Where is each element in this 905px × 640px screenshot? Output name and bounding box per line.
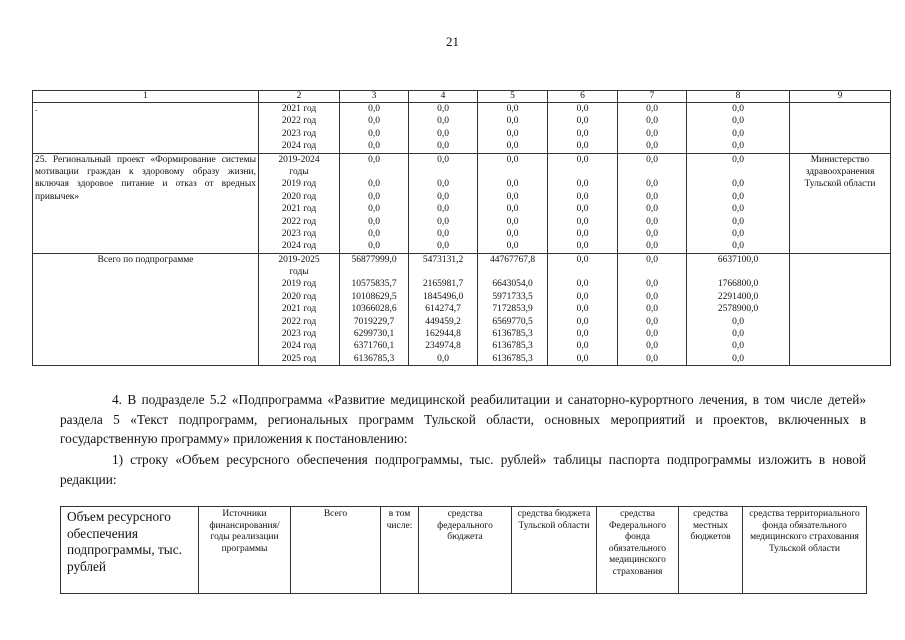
value-line: 0,0 — [576, 304, 589, 315]
value-line: 0,0 — [732, 241, 744, 252]
year-label: 2022 год — [281, 216, 317, 227]
value-cell — [478, 103, 548, 154]
value-line: 0,0 — [437, 204, 449, 215]
year-label: 2020 год — [281, 291, 317, 302]
value-line: 0,0 — [576, 154, 589, 165]
value-line: 0,0 — [368, 154, 380, 165]
year-label: 2025 год — [281, 353, 317, 364]
value-cell — [618, 153, 687, 253]
value-line — [620, 166, 684, 178]
row-name: 25. Региональный проект «Формирование системы мотивации граждан к здоровому образу жизни, включая здоровое питание и отказ от вредных привычек» — [33, 153, 259, 253]
year-label: 2022 год — [281, 116, 317, 127]
value-line: 0,0 — [368, 216, 380, 227]
table-row — [33, 103, 891, 154]
value-line — [480, 266, 545, 278]
year-label: 2023 год — [281, 329, 317, 340]
value-line: 0,0 — [576, 329, 589, 340]
year-label: 2023 год — [281, 128, 317, 139]
value-line: 0,0 — [437, 141, 449, 152]
value-line: 0,0 — [506, 104, 519, 114]
value-line: 0,0 — [368, 128, 380, 139]
value-line: 0,0 — [506, 216, 519, 227]
passport-cell: средства местных бюджетов — [679, 507, 743, 594]
value-line: 0,0 — [732, 341, 744, 352]
year-label: 2021 год — [281, 304, 317, 315]
year-label: 2022 год — [281, 316, 317, 327]
value-line: 0,0 — [732, 179, 744, 190]
value-line: 0,0 — [646, 116, 658, 127]
value-line: 0,0 — [646, 154, 658, 165]
years-cell — [259, 253, 340, 366]
header-cell: 4 — [409, 91, 478, 103]
passport-row-title: Объем ресурсного обеспечения подпрограммы, тыс. рублей — [61, 507, 199, 594]
value-line: 0,0 — [506, 154, 519, 165]
value-line: 0,0 — [646, 341, 658, 352]
value-line: 5971733,5 — [492, 291, 533, 302]
value-line: 0,0 — [437, 353, 449, 364]
year-label: 2024 год — [281, 341, 317, 352]
header-cell: 8 — [687, 91, 790, 103]
header-cell: 1 — [33, 91, 259, 103]
page-number: 21 — [446, 34, 459, 49]
value-cell — [478, 153, 548, 253]
value-line — [342, 166, 406, 178]
value-line: 0,0 — [732, 116, 744, 127]
year-label: 2023 год — [281, 228, 317, 239]
value-line: 0,0 — [732, 191, 744, 202]
value-line: 0,0 — [646, 254, 658, 265]
value-line: 0,0 — [732, 228, 744, 239]
passport-table — [60, 506, 867, 594]
value-line: 0,0 — [368, 191, 380, 202]
value-line: 0,0 — [576, 341, 589, 352]
value-line: 0,0 — [732, 316, 744, 327]
value-line: 0,0 — [437, 128, 449, 139]
value-line: 0,0 — [576, 316, 589, 327]
value-line: 0,0 — [732, 154, 744, 165]
value-cell — [409, 153, 478, 253]
year-label: 2020 год — [281, 191, 317, 202]
value-line: 0,0 — [576, 241, 589, 252]
year-label: 2019-2024 — [278, 154, 320, 165]
value-line: 6136785,3 — [353, 353, 395, 364]
value-line: 0,0 — [732, 104, 744, 114]
value-line: 0,0 — [576, 216, 589, 227]
passport-cell: средства бюджета Тульской области — [512, 507, 597, 594]
value-line: 0,0 — [368, 104, 380, 114]
value-line: 0,0 — [576, 141, 589, 152]
value-line: 0,0 — [437, 228, 449, 239]
value-line — [411, 266, 475, 278]
value-line: 7172853,9 — [492, 304, 533, 315]
year-label: 2021 год — [281, 104, 317, 114]
passport-cell: в том числе: — [381, 507, 419, 594]
value-line: 0,0 — [506, 204, 519, 215]
value-line: 44767767,8 — [489, 254, 536, 265]
value-line: 0,0 — [646, 128, 658, 139]
paragraph-instruction: 1) строку «Объем ресурсного обеспечения подпрограммы, тыс. рублей» таблицы паспорта подпрограммы изложить в новой редакции: — [60, 452, 866, 487]
year-label: 2021 год — [281, 204, 317, 215]
passport-cell: Всего — [291, 507, 381, 594]
header-cell: 6 — [548, 91, 618, 103]
year-label: 2019 год — [281, 179, 317, 190]
value-line: 0,0 — [368, 228, 380, 239]
value-line: 2578900,0 — [717, 304, 759, 315]
value-line: 0,0 — [646, 216, 658, 227]
value-line: 0,0 — [576, 191, 589, 202]
value-line: 0,0 — [576, 279, 589, 290]
value-line: 2291400,0 — [717, 291, 759, 302]
value-cell — [687, 253, 790, 366]
header-cell: 2 — [259, 91, 340, 103]
passport-cell: средства федерального бюджета — [419, 507, 512, 594]
value-line: 0,0 — [732, 216, 744, 227]
value-line: 0,0 — [646, 191, 658, 202]
value-cell — [340, 253, 409, 366]
executor-cell: Министерство здравоохранения Тульской области — [790, 153, 891, 253]
value-line: 0,0 — [506, 116, 519, 127]
passport-cell: Источники финансирования/ годы реализации программы — [199, 507, 291, 594]
value-line: 0,0 — [437, 154, 449, 165]
executor-cell — [790, 253, 891, 366]
value-line: 1845496,0 — [422, 291, 464, 302]
value-line — [550, 266, 615, 278]
value-line: 0,0 — [646, 204, 658, 215]
row-name: . — [33, 103, 259, 154]
header-cell: 3 — [340, 91, 409, 103]
value-line: 0,0 — [437, 104, 449, 114]
value-line: 0,0 — [646, 316, 658, 327]
value-line: 0,0 — [368, 141, 380, 152]
value-cell — [340, 103, 409, 154]
value-cell — [409, 253, 478, 366]
executor-cell — [790, 103, 891, 154]
value-line: 6136785,3 — [492, 329, 533, 340]
year-label: 2024 год — [281, 241, 317, 252]
row-name: Всего по подпрограмме — [33, 253, 259, 366]
value-line: 614274,7 — [425, 304, 461, 315]
value-line: 0,0 — [732, 141, 744, 152]
value-line — [480, 166, 545, 178]
value-line: 0,0 — [576, 254, 589, 265]
value-line: 0,0 — [506, 141, 519, 152]
value-line: 0,0 — [437, 216, 449, 227]
value-cell — [687, 153, 790, 253]
value-line: 0,0 — [506, 128, 519, 139]
value-cell — [687, 103, 790, 154]
year-label: годы — [289, 267, 309, 278]
value-line: 0,0 — [368, 179, 380, 190]
value-cell — [618, 103, 687, 154]
value-line: 0,0 — [576, 179, 589, 190]
value-line: 234974,8 — [425, 341, 461, 352]
value-line: 0,0 — [437, 241, 449, 252]
value-line: 0,0 — [646, 279, 658, 290]
value-line: 0,0 — [646, 104, 658, 114]
value-line: 0,0 — [576, 228, 589, 239]
value-line: 6569770,5 — [492, 316, 533, 327]
value-cell — [618, 253, 687, 366]
value-line: 2165981,7 — [422, 279, 464, 290]
value-line: 0,0 — [576, 116, 589, 127]
table-row — [33, 153, 891, 253]
header-cell: 5 — [478, 91, 548, 103]
value-line: 0,0 — [506, 241, 519, 252]
value-line: 0,0 — [646, 329, 658, 340]
value-line: 449459,2 — [425, 316, 461, 327]
value-line: 6643054,0 — [492, 279, 533, 290]
value-line: 0,0 — [506, 179, 519, 190]
value-line — [620, 266, 684, 278]
value-line: 0,0 — [368, 116, 380, 127]
value-line: 162944,8 — [425, 329, 461, 340]
value-line: 0,0 — [506, 228, 519, 239]
value-line: 6637100,0 — [717, 254, 759, 265]
header-cell: 9 — [790, 91, 891, 103]
table-header-row — [33, 91, 891, 103]
value-line: 0,0 — [646, 141, 658, 152]
passport-cell: средства Федерального фонда обязательного медицинского страхования — [597, 507, 679, 594]
header-cell: 7 — [618, 91, 687, 103]
value-line: 7019229,7 — [353, 316, 395, 327]
value-line: 0,0 — [506, 191, 519, 202]
value-line: 10575835,7 — [351, 279, 397, 290]
value-line — [411, 166, 475, 178]
value-line: 0,0 — [437, 116, 449, 127]
value-line — [550, 166, 615, 178]
funding-table — [32, 90, 891, 366]
value-line — [689, 266, 787, 278]
value-line: 0,0 — [646, 291, 658, 302]
years-cell — [259, 153, 340, 253]
value-cell — [478, 253, 548, 366]
value-line: 0,0 — [646, 241, 658, 252]
value-line: 6136785,3 — [492, 341, 533, 352]
value-line — [689, 166, 787, 178]
value-line: 0,0 — [732, 204, 744, 215]
value-line: 0,0 — [732, 353, 744, 364]
years-cell — [259, 103, 340, 154]
value-line: 0,0 — [576, 104, 589, 114]
value-cell — [548, 103, 618, 154]
value-line: 0,0 — [732, 128, 744, 139]
value-line: 10108629,5 — [351, 291, 397, 302]
year-label: 2024 год — [281, 141, 317, 152]
value-cell — [340, 153, 409, 253]
value-line: 0,0 — [368, 204, 380, 215]
value-line: 0,0 — [646, 179, 658, 190]
value-line: 0,0 — [732, 329, 744, 340]
value-cell — [548, 153, 618, 253]
value-line: 0,0 — [368, 241, 380, 252]
value-line: 0,0 — [437, 191, 449, 202]
year-label: 2019 год — [281, 279, 317, 290]
value-line: 1766800,0 — [717, 279, 759, 290]
value-line: 0,0 — [646, 304, 658, 315]
value-line: 0,0 — [646, 353, 658, 364]
value-line: 10366028,6 — [351, 304, 397, 315]
value-line: 6371760,1 — [353, 341, 395, 352]
value-line: 5473131,2 — [422, 254, 464, 265]
table-row — [61, 507, 867, 594]
value-line: 0,0 — [437, 179, 449, 190]
passport-cell: средства территориального фонда обязательного медицинского страхования Тульской области — [743, 507, 867, 594]
value-line: 0,0 — [576, 291, 589, 302]
value-line: 0,0 — [576, 128, 589, 139]
value-line — [342, 266, 406, 278]
value-cell — [548, 253, 618, 366]
value-line: 0,0 — [576, 353, 589, 364]
value-line: 6299730,1 — [353, 329, 395, 340]
value-line: 6136785,3 — [492, 353, 533, 364]
value-line: 56877999,0 — [351, 254, 397, 265]
value-line: 0,0 — [646, 228, 658, 239]
year-label: 2019-2025 — [278, 254, 320, 265]
year-label: годы — [289, 166, 309, 177]
value-line: 0,0 — [576, 204, 589, 215]
value-cell — [409, 103, 478, 154]
table-row — [33, 253, 891, 366]
paragraph-amendment: 4. В подразделе 5.2 «Подпрограмма «Развитие медицинской реабилитации и санаторно-курортного лечения, в том числе детей» раздела 5 «Текст подпрограмм, региональных программ Тульской области, основных мероприятий и проектов, включенных в государственную программу» приложения к постановлению: — [60, 392, 866, 446]
